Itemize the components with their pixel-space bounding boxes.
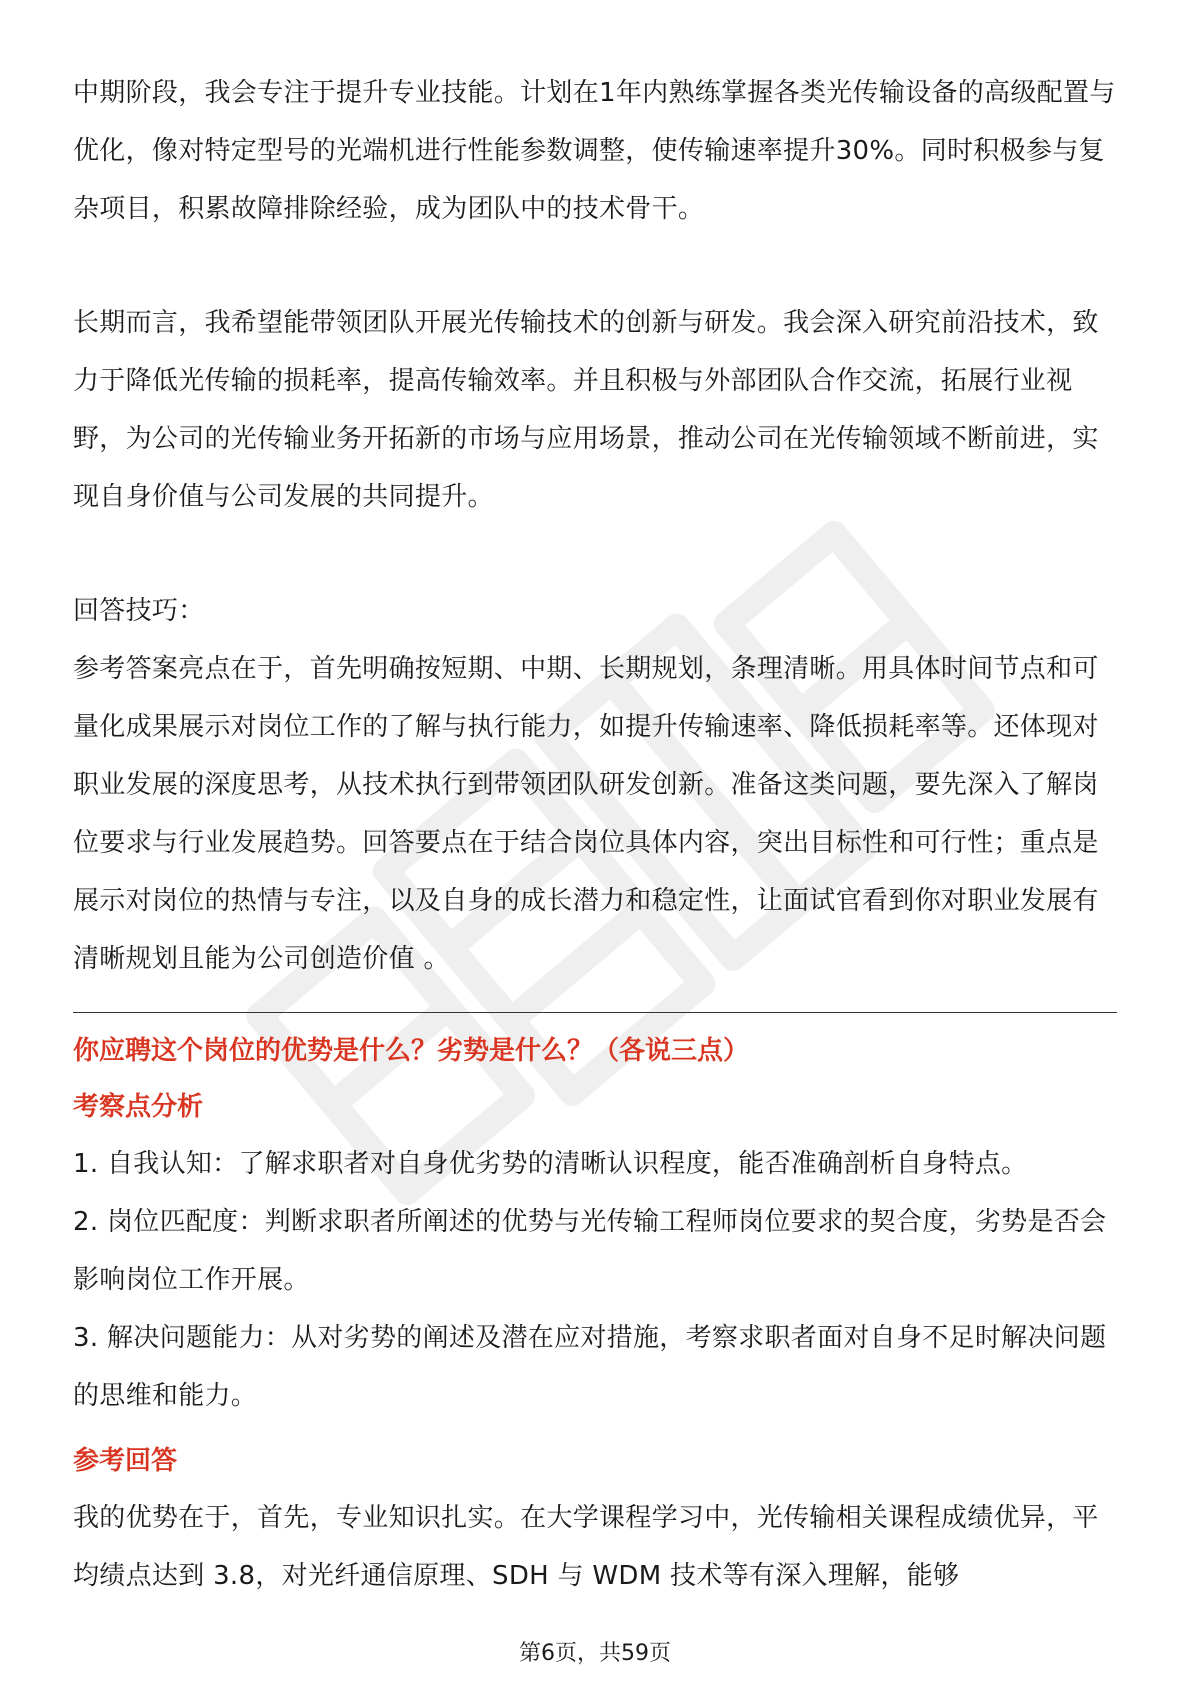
page-content — [73, 64, 1117, 1605]
analysis-point-2: 2. 岗位匹配度：判断求职者所阐述的优势与光传输工程师岗位要求的契合度，劣势是否会影响岗位工作开展。 — [73, 1207, 1107, 1295]
mid-term-paragraph: 中期阶段，我会专注于提升专业技能。计划在1年内熟练掌握各类光传输设备的高级配置与优化，像对特定型号的光端机进行性能参数调整，使传输速率提升30%。同时积极参与复杂项目，积累故障排除经验，成为团队中的技术骨干。 — [73, 78, 1116, 224]
question-title: 你应聘这个岗位的优势是什么？劣势是什么？（各说三点） — [73, 1036, 750, 1066]
tips-paragraph: 参考答案亮点在于，首先明确按短期、中期、长期规划，条理清晰。用具体时间节点和可量化成果展示对岗位工作的了解与执行能力，如提升传输速率、降低损耗率等。还体现对职业发展的深度思考，从技术执行到带领团队研发创新。准备这类问题，要先深入了解岗位要求与行业发展趋势。回答要点在于结合岗位具体内容，突出目标性和可行性；重点是展示对岗位的热情与专注，以及自身的成长潜力和稳定性，让面试官看到你对职业发展有清晰规划且能为公司创造价值 。 — [73, 654, 1099, 974]
answer-heading: 参考回答 — [73, 1446, 178, 1476]
tips-label: 回答技巧： — [73, 596, 205, 626]
page-number: 第6页，共59页 — [519, 1641, 671, 1666]
section-divider — [73, 1012, 1117, 1013]
analysis-heading: 考察点分析 — [73, 1092, 204, 1122]
analysis-point-3: 3. 解决问题能力：从对劣势的阐述及潜在应对措施，考察求职者面对自身不足时解决问题的思维和能力。 — [73, 1323, 1107, 1411]
answer-paragraph: 我的优势在于，首先，专业知识扎实。在大学课程学习中，光传输相关课程成绩优异，平均绩点达到 3.8，对光纤通信原理、SDH 与 WDM 技术等有深入理解，能够 — [73, 1503, 1099, 1591]
analysis-point-1: 1. 自我认知：了解求职者对自身优劣势的清晰认识程度，能否准确剖析自身特点。 — [73, 1149, 1028, 1179]
long-term-paragraph: 长期而言，我希望能带领团队开展光传输技术的创新与研发。我会深入研究前沿技术，致力于降低光传输的损耗率，提高传输效率。并且积极与外部团队合作交流，拓展行业视野，为公司的光传输业务开拓新的市场与应用场景，推动公司在光传输领域不断前进，实现自身价值与公司发展的共同提升。 — [73, 308, 1099, 512]
